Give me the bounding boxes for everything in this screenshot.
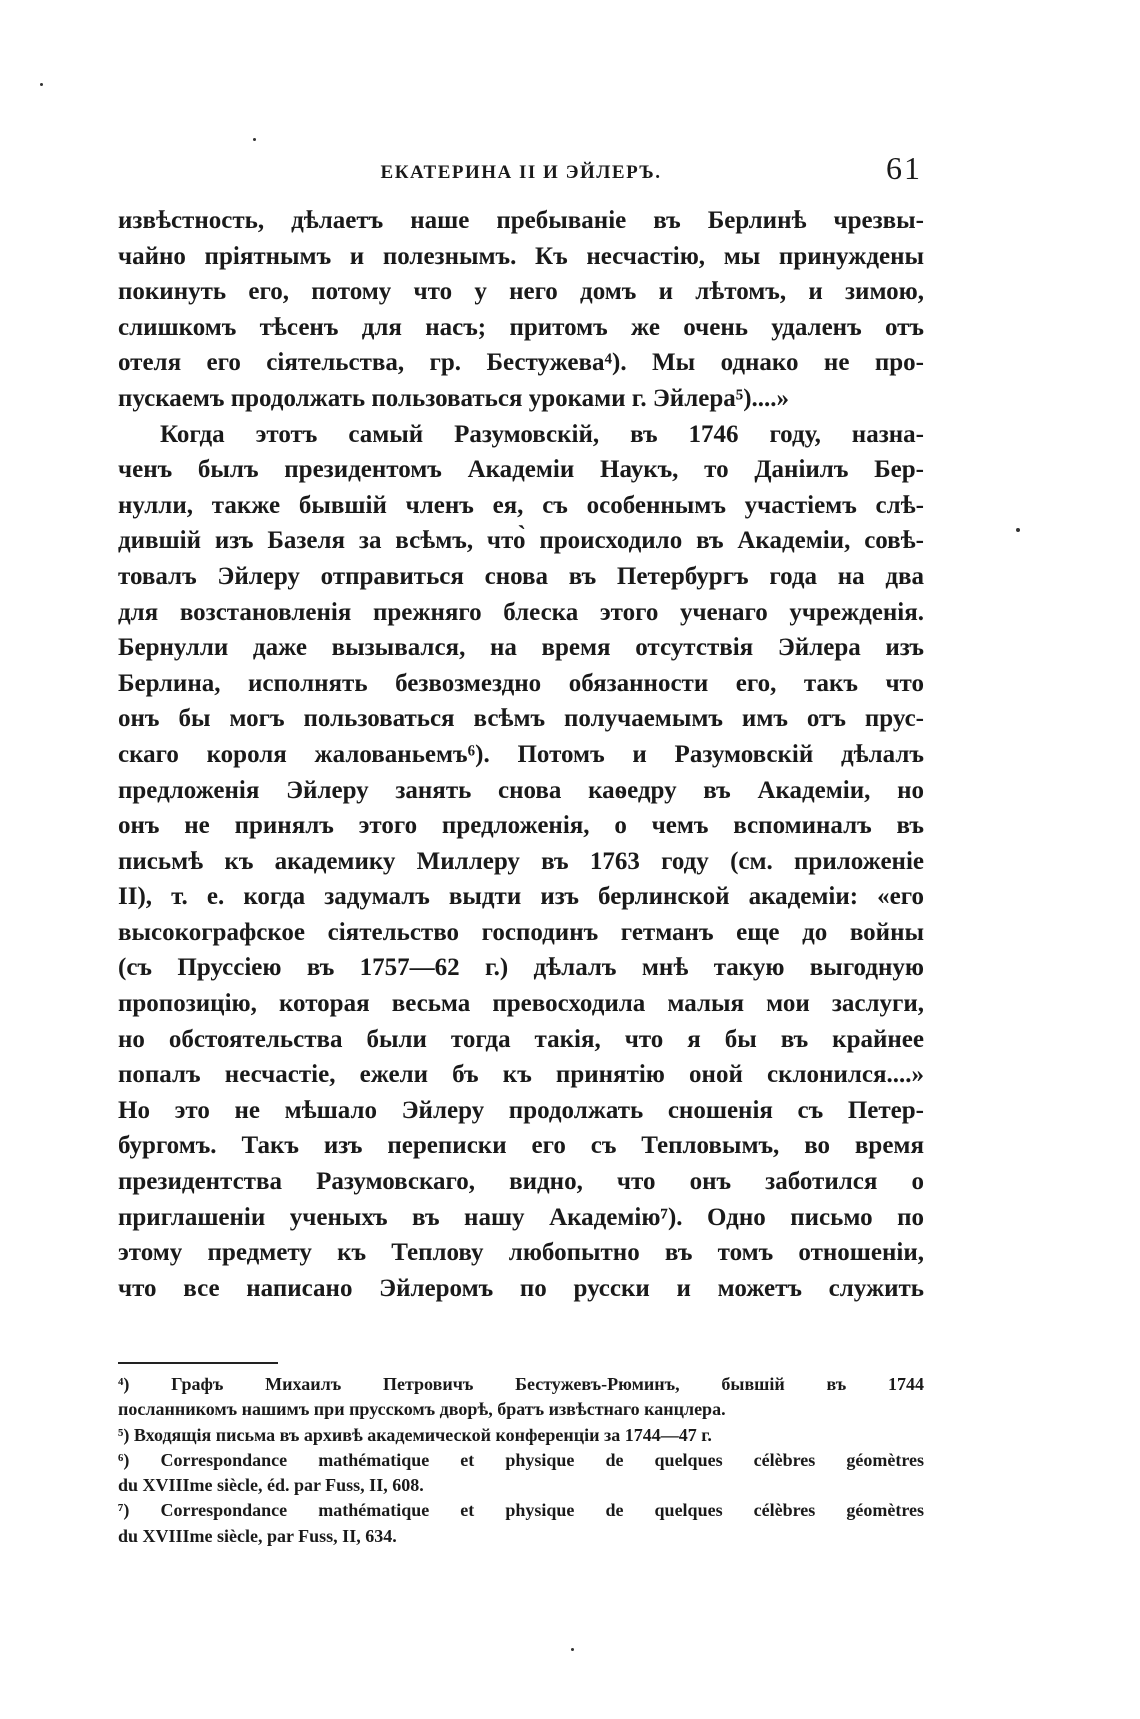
text-line: бургомъ. Такъ изъ переписки его съ Тепловымъ, во время [118, 1132, 924, 1160]
scan-speck [40, 83, 43, 86]
text-line: пускаемъ продолжать пользоваться уроками г. Эйлера⁵)....» [118, 384, 790, 412]
text-line: дившій изъ Базеля за всѣмъ, что̀ происходило въ Академіи, совѣ- [118, 527, 924, 555]
footnote-line: ⁵) Входящія письма въ архивѣ академической конференціи за 1744—47 г. [118, 1424, 712, 1445]
text-line: президентства Разумовскаго, видно, что онъ заботился о [118, 1168, 924, 1196]
footnote-line: du XVIIIme siècle, par Fuss, II, 634. [118, 1525, 397, 1546]
scan-speck [253, 138, 256, 141]
text-line: слишкомъ тѣсенъ для насъ; притомъ же очень удаленъ отъ [118, 313, 924, 341]
text-line: нулли, также бывшій членъ ея, съ особеннымъ участіемъ слѣ- [118, 491, 924, 519]
text-line: Берлина, исполнять безвозмездно обязанности его, такъ что [118, 669, 924, 697]
footnote-line: посланникомъ нашимъ при прусскомъ дворѣ, братъ извѣстнаго канцлера. [118, 1399, 726, 1420]
text-line: предложенія Эйлеру занять снова каѳедру въ Академіи, но [118, 776, 924, 804]
text-line: отеля его сіятельства, гр. Бестужева⁴). Мы однако не про- [118, 349, 924, 377]
page-number: 61 [886, 150, 922, 186]
text-line: товалъ Эйлеру отправиться снова въ Петербургъ года на два [118, 562, 924, 590]
footnote-line: ⁷) Correspondance mathématique et physique de quelques célèbres géomètres [118, 1500, 924, 1521]
footnote-line: du XVIIIme siècle, éd. par Fuss, II, 608. [118, 1475, 424, 1496]
running-title: ЕКАТЕРИНА II И ЭЙЛЕРЪ. [380, 162, 662, 183]
footnote-line: ⁶) Correspondance mathématique et physique de quelques célèbres géomètres [118, 1449, 924, 1470]
text-line: приглашеніи ученыхъ въ нашу Академію⁷). Одно письмо по [118, 1203, 924, 1231]
text-line: скаго короля жалованьемъ⁶). Потомъ и Разумовскій дѣлалъ [118, 740, 924, 768]
text-line: что все написано Эйлеромъ по русски и можетъ служить [118, 1274, 924, 1302]
footnotes [118, 1372, 924, 1549]
footnote-rule [118, 1362, 278, 1364]
text-line: этому предмету къ Теплову любопытно въ томъ отношеніи, [118, 1239, 924, 1267]
body-text [118, 203, 924, 1306]
text-line: но обстоятельства были тогда такія, что я бы въ крайнее [118, 1025, 924, 1053]
text-line: II), т. е. когда задумалъ выдти изъ берлинской академіи: «его [118, 883, 924, 911]
scan-speck [1016, 528, 1020, 532]
text-line: ченъ былъ президентомъ Академіи Наукъ, то Даніилъ Бер- [118, 456, 924, 484]
text-line: Бернулли даже вызывался, на время отсутствія Эйлера изъ [118, 634, 924, 662]
footnote-line: ⁴) Графъ Михаилъ Петровичъ Бестужевъ-Рюминъ, бывшій въ 1744 [118, 1374, 924, 1394]
text-line: для возстановленія прежняго блеска этого ученаго учрежденія. [118, 598, 924, 626]
text-line: онъ бы могъ пользоваться всѣмъ получаемымъ имъ отъ прус- [118, 705, 924, 733]
page-header [118, 150, 924, 190]
text-line: (съ Пруссіею въ 1757—62 г.) дѣлалъ мнѣ такую выгодную [118, 954, 924, 982]
text-line: Когда этотъ самый Разумовскій, въ 1746 году, назна- [160, 420, 924, 448]
text-line: извѣстность, дѣлаетъ наше пребываніе въ Берлинѣ чрезвы- [118, 207, 924, 234]
text-line: письмѣ къ академику Миллеру въ 1763 году (см. приложеніе [118, 847, 924, 875]
text-line: Но это не мѣшало Эйлеру продолжать сношенія съ Петер- [118, 1096, 924, 1124]
scan-speck [571, 1648, 574, 1651]
text-line: онъ не принялъ этого предложенія, о чемъ вспоминалъ въ [118, 812, 924, 840]
text-line: пропозицію, которая весьма превосходила малыя мои заслуги, [118, 990, 924, 1018]
text-line: чайно пріятнымъ и полезнымъ. Къ несчастію, мы принуждены [118, 242, 924, 270]
text-line: высокографское сіятельство господинъ гетманъ еще до войны [118, 918, 924, 946]
text-line: покинуть его, потому что у него домъ и лѣтомъ, и зимою, [118, 278, 924, 306]
text-line: попалъ несчастіе, ежели бъ къ принятію оной склонился....» [118, 1061, 924, 1089]
